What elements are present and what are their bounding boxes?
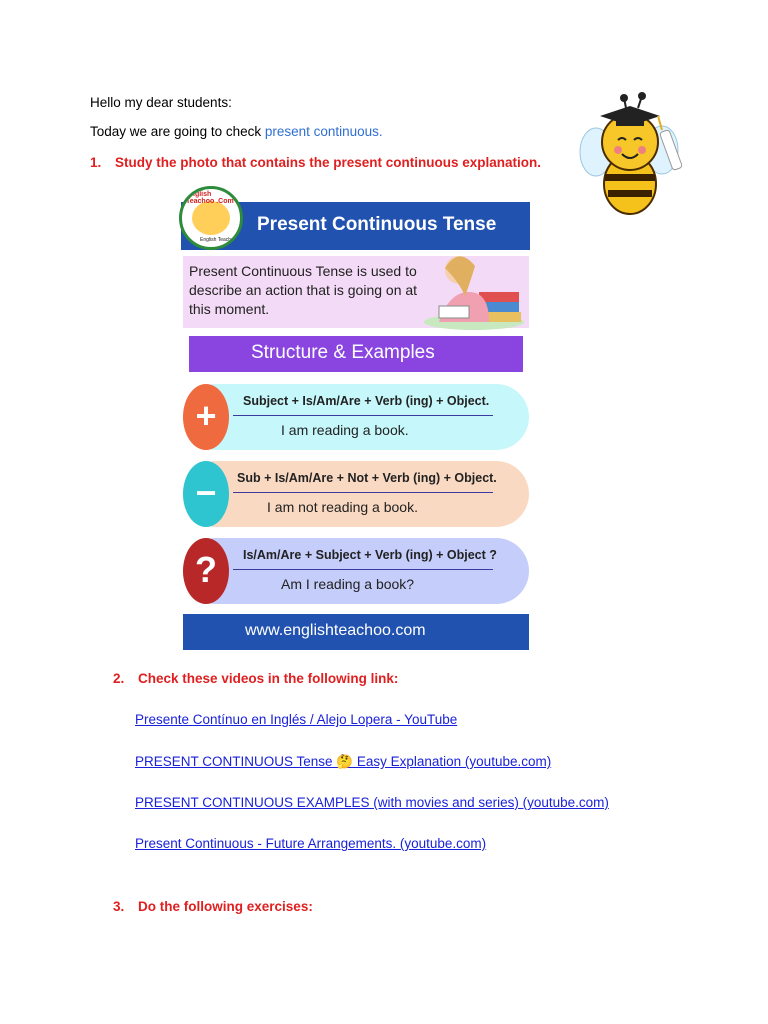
structure-section-title: Structure & Examples <box>251 342 435 363</box>
logo-emblem <box>192 201 230 235</box>
logo-text: English Teachoo .Com <box>186 191 234 205</box>
negative-example: I am not reading a book. <box>267 499 418 515</box>
step-3-number: 3. <box>113 899 125 914</box>
step-2-text: Check these videos in the following link: <box>138 671 399 686</box>
video-link-2[interactable]: PRESENT CONTINUOUS Tense 🤔 Easy Explanation (youtube.com) <box>135 754 552 769</box>
step-1 <box>90 155 541 170</box>
video-link-1[interactable]: Presente Contínuo en Inglés / Alejo Lopera - YouTube <box>135 712 458 727</box>
website-bar <box>183 614 529 650</box>
step-3 <box>113 899 313 914</box>
logo-subtext: English Teachoo <box>200 237 237 243</box>
formula-divider <box>233 569 493 570</box>
question-mark-icon: ? <box>183 538 229 604</box>
english-teachoo-logo <box>179 186 243 250</box>
reading-girl-illustration <box>419 242 531 332</box>
step-2 <box>113 671 398 686</box>
question-example: Am I reading a book? <box>281 576 415 592</box>
formula-divider <box>233 415 493 416</box>
step-1-number: 1. <box>90 155 102 170</box>
affirmative-example: I am reading a book. <box>281 422 409 438</box>
formula-divider <box>233 492 493 493</box>
negative-formula: Sub + Is/Am/Are + Not + Verb (ing) + Object. <box>237 471 497 485</box>
intro-highlight: present continuous. <box>264 124 383 139</box>
plus-icon: + <box>183 384 229 450</box>
intro-prefix: Today we are going to check <box>90 124 265 139</box>
greeting-text: Hello my dear students: <box>90 95 232 110</box>
step-2-number: 2. <box>113 671 125 686</box>
minus-icon: − <box>183 461 229 527</box>
step-1-text: Study the photo that contains the present continuous explanation. <box>115 155 542 170</box>
step-3-text: Do the following exercises: <box>138 899 313 914</box>
question-formula: Is/Am/Are + Subject + Verb (ing) + Object ? <box>243 548 497 562</box>
infographic-title: Present Continuous Tense <box>257 214 497 235</box>
video-link-4[interactable]: Present Continuous - Future Arrangements. (youtube.com) <box>135 836 487 851</box>
affirmative-row <box>183 384 529 450</box>
intro-text <box>90 124 383 139</box>
present-continuous-infographic <box>181 190 530 650</box>
negative-row <box>183 461 529 527</box>
video-link-3[interactable]: PRESENT CONTINUOUS EXAMPLES (with movies and series) (youtube.com) <box>135 795 609 810</box>
affirmative-formula: Subject + Is/Am/Are + Verb (ing) + Object. <box>243 394 490 408</box>
structure-section-bar <box>189 336 523 372</box>
website-text: www.englishteachoo.com <box>245 622 426 639</box>
bee-graduate-icon <box>574 90 686 220</box>
question-row <box>183 538 529 604</box>
definition-text: Present Continuous Tense is used to describe an action that is going on at this moment. <box>189 263 418 317</box>
